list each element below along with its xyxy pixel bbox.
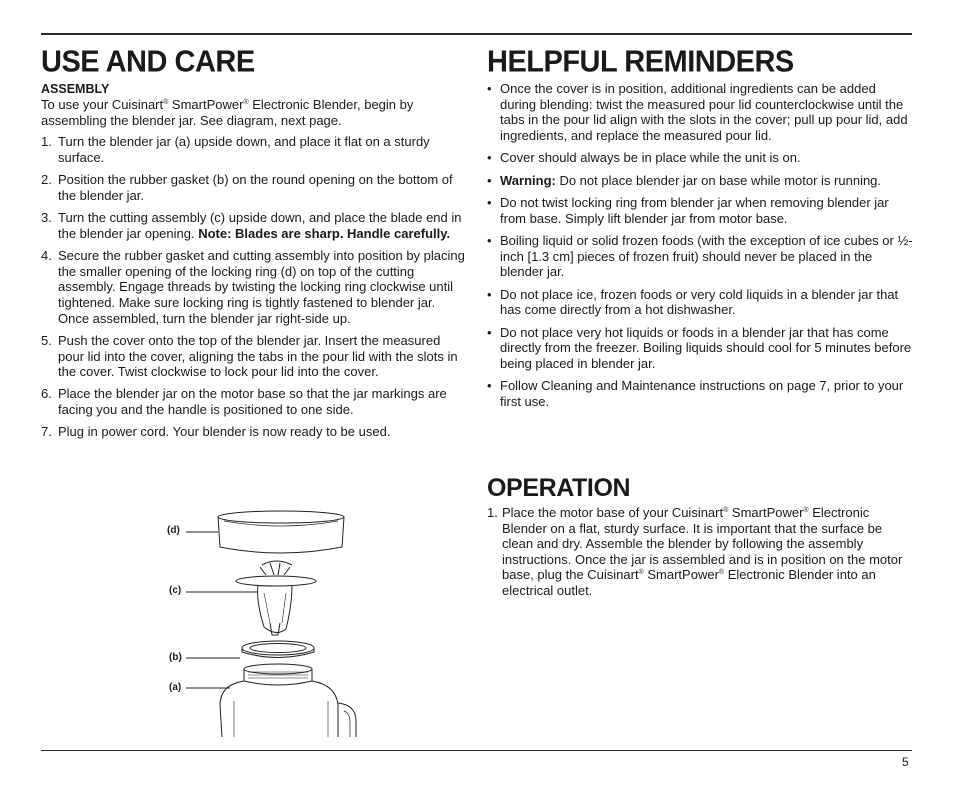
helpful-reminders-column (487, 44, 915, 416)
bottom-rule (41, 750, 912, 751)
reminder-item: • Do not place ice, frozen foods or very cold liquids in a blender jar that has come directly from a hot dishwasher. (487, 286, 899, 318)
assembly-step: 5. Push the cover onto the top of the blender jar. Insert the measured pour lid into the cover, aligning the tabs in the pour lid with the slots in the cover. Twist clockwise to lock pour lid into the cover. (41, 332, 458, 380)
assembly-intro: To use your Cuisinart® SmartPower® Electronic Blender, begin by assembling the blender jar. See diagram, next page. (41, 97, 414, 128)
use-and-care-title: USE AND CARE (41, 45, 255, 79)
reminder-item: • Once the cover is in position, additional ingredients can be added during blending: twist the measured pour lid counterclockwise until the tabs in the pour lid align with the slots in the cover; pull up pour lid, add ingredients, and replace the measured pour lid. (487, 81, 908, 143)
blender-parts-illustration (160, 505, 370, 737)
reminder-item: • Cover should always be in place while the unit is on. (487, 150, 801, 166)
assembly-step: 6. Place the blender jar on the motor base so that the jar markings are facing you and the handle is positioned to one side. (41, 386, 447, 418)
assembly-subtitle: ASSEMBLY (41, 82, 110, 96)
reminders-list (487, 81, 915, 409)
label-a: (a) (169, 682, 182, 693)
operation-section (487, 505, 915, 599)
page-number: 5 (902, 755, 909, 769)
assembly-step: 3. Turn the cutting assembly (c) upside down, and place the blade end in the blender jar opening. Note: Blades are sharp. Handle carefully. (41, 210, 462, 241)
operation-title: OPERATION (487, 474, 631, 502)
reminder-item: • Boiling liquid or solid frozen foods (with the exception of ice cubes or ½-inch [1.3 cm] pieces of frozen fruit) should never be placed in the blender jar. (487, 232, 913, 280)
label-d: (d) (167, 525, 180, 536)
reminder-item: • Do not place very hot liquids or foods in a blender jar that has come directly from the freezer. Boiling liquids should cool for 5 minutes before being placed in blender jar. (487, 324, 912, 371)
assembly-step: 4. Secure the rubber gasket and cutting assembly into position by placing the smaller opening of the locking ring (d) on top of the cutting assembly. Engage threads by twisting the locking ring clockwise until tightened. Make sure locking ring is tightly fastened to blender jar. Once assembled, turn the blender jar right-side up. (41, 248, 465, 326)
label-b: (b) (169, 652, 182, 663)
operation-step: 1. Place the motor base of your Cuisinart® SmartPower® Electronic Blender on a flat, sturdy surface. It is important that the surface be clean and dry. Assemble the blender by following the assembly instructions. Once the jar is assembled and is in position on the motor base, plug the Cuisinart® SmartPower® Electronic Blender into an electrical outlet. (487, 505, 903, 598)
assembly-diagram (160, 505, 370, 737)
assembly-step: 1. Turn the blender jar (a) upside down, and place it flat on a sturdy surface. (41, 134, 430, 165)
assembly-step: 7. Plug in power cord. Your blender is now ready to be used. (41, 424, 391, 440)
label-c: (c) (169, 585, 182, 596)
use-and-care-column (41, 44, 469, 447)
reminder-item: • Do not twist locking ring from blender jar when removing blender jar from base. Simply lift blender jar from motor base. (487, 194, 889, 226)
reminder-item: • Follow Cleaning and Maintenance instructions on page 7, prior to your first use. (487, 378, 904, 409)
assembly-step: 2. Position the rubber gasket (b) on the round opening on the bottom of the blender jar. (41, 172, 453, 203)
reminder-item: • Warning: Do not place blender jar on base while motor is running. (487, 172, 882, 188)
top-rule (41, 33, 912, 35)
helpful-reminders-title: HELPFUL REMINDERS (487, 45, 794, 79)
assembly-steps (41, 134, 469, 440)
